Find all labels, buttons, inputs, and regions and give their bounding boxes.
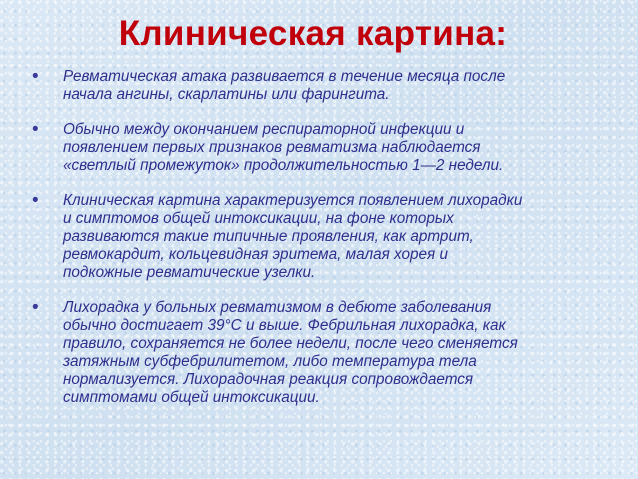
bullet-dot-icon: • <box>32 66 39 87</box>
bullet-dot-icon: • <box>32 297 39 318</box>
bullet-dot-icon: • <box>32 190 39 211</box>
slide-title-text: Клиническая картина: <box>118 14 508 53</box>
bullet-text: Клиническая картина характеризуется появлением лихорадки и симптомов общей интоксикации, на фоне которых развиваются такие типичные проявления, как артрит, ревмокардит, кольцевидная эритема, малая хорея и подкожные ревматические узелки. <box>63 192 523 281</box>
bullet-text: Ревматическая атака развивается в течение месяца после начала ангины, скарлатины или фарингита. <box>63 68 506 103</box>
bullet-list <box>30 68 610 424</box>
bullet-text: Обычно между окончанием респираторной инфекции и появлением первых признаков ревматизма наблюдается «светлый промежуток» продолжительностью 1—2 недели. <box>63 121 504 174</box>
slide-title <box>0 14 638 54</box>
bullet-item <box>30 121 610 175</box>
bullet-item <box>30 299 610 407</box>
bullet-item <box>30 192 610 282</box>
bullet-dot-icon: • <box>32 119 39 140</box>
bullet-item <box>30 68 610 104</box>
bullet-text: Лихорадка у больных ревматизмом в дебюте заболевания обычно достигает 39°С и выше. Фебрильная лихорадка, как правило, сохраняется не более недели, после чего сменяется затяжным субфебрилитетом, либо температура тела нормализуется. Лихорадочная реакция сопровождается симптомами общей интоксикации. <box>63 299 518 406</box>
